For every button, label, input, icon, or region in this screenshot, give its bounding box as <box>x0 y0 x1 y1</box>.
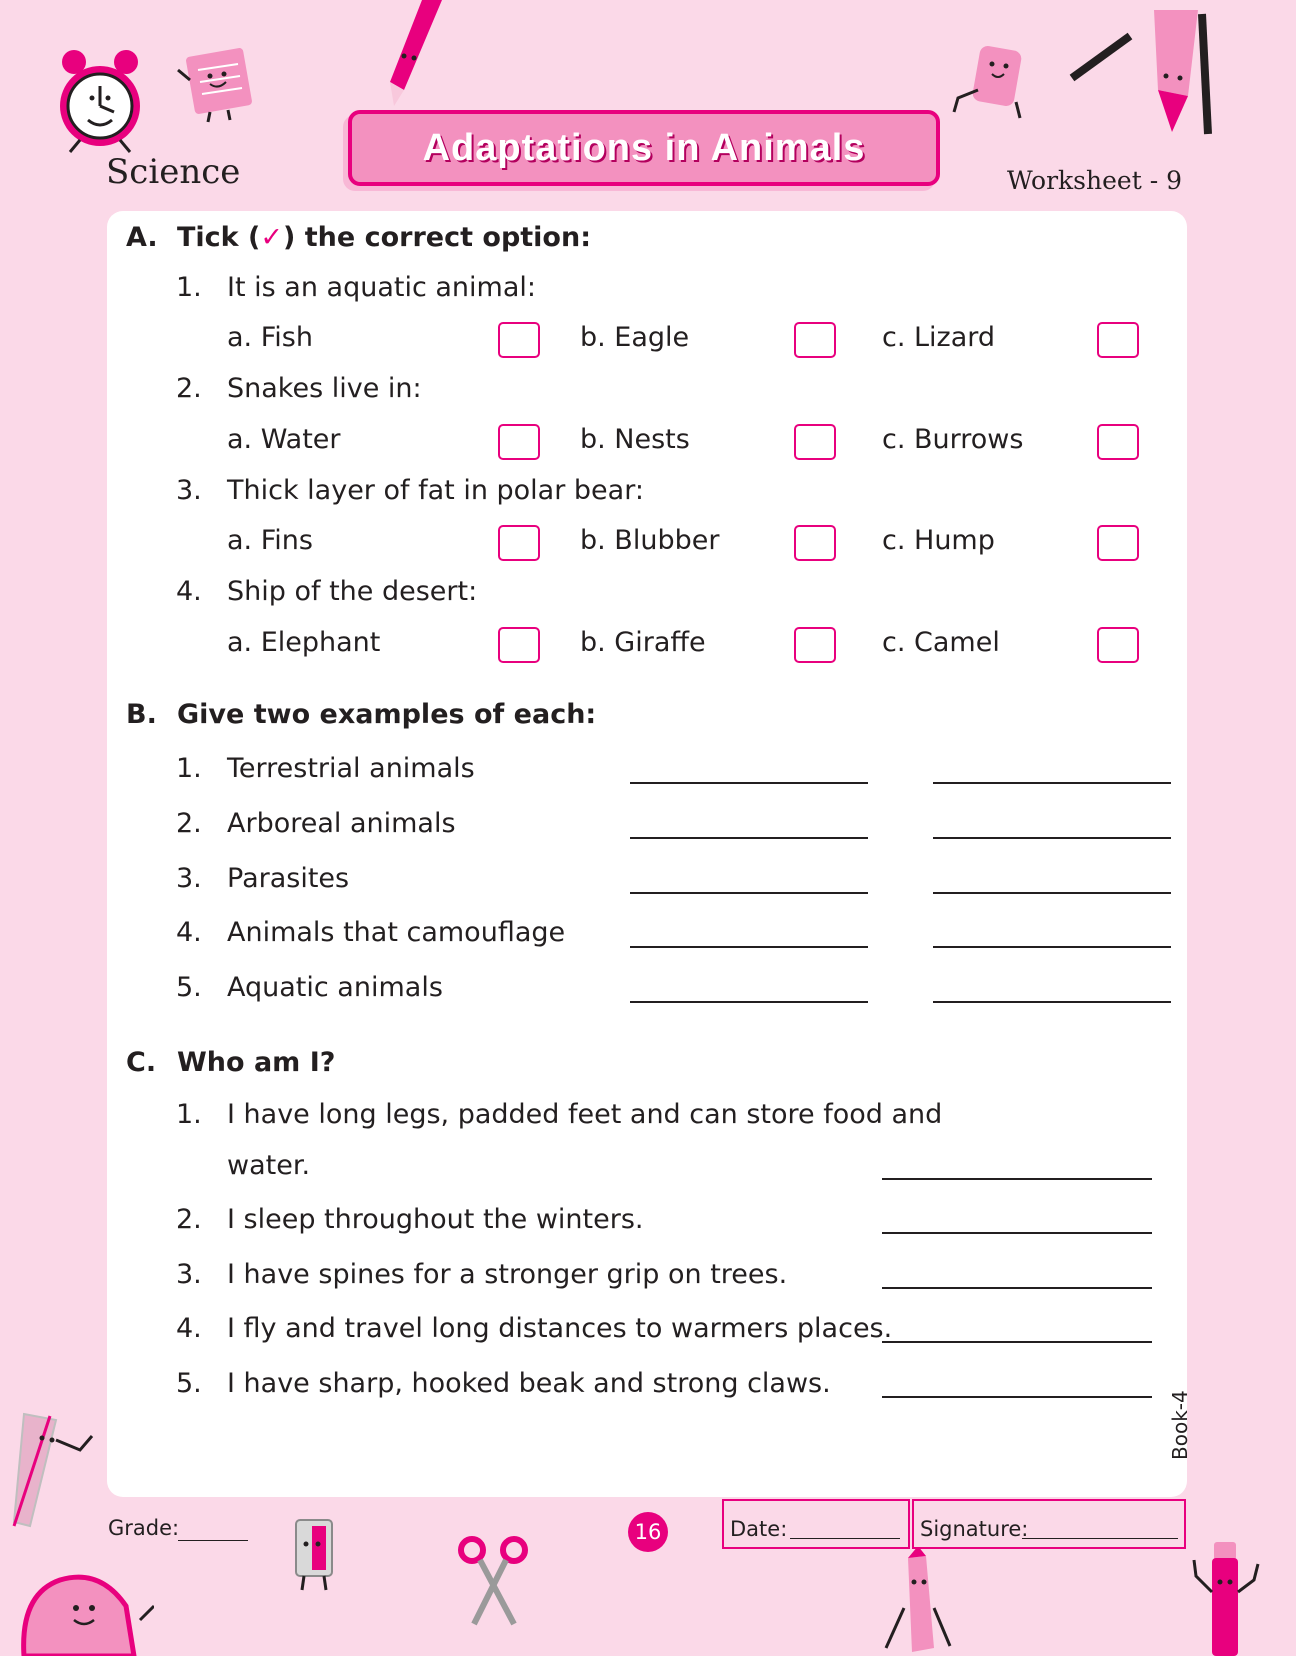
option-label: b. Nests <box>580 424 690 455</box>
answer-line[interactable] <box>882 1287 1152 1289</box>
glue-stick-illustration <box>1192 1536 1262 1656</box>
answer-checkbox[interactable] <box>1097 424 1139 460</box>
option-label: a. Fins <box>227 525 313 556</box>
answer-checkbox[interactable] <box>498 525 540 561</box>
question-number: 2. <box>176 373 202 404</box>
item-text: I fly and travel long distances to warmers places. <box>227 1313 893 1344</box>
sharpener-illustration <box>284 1516 344 1592</box>
item-text: I sleep throughout the winters. <box>227 1204 644 1235</box>
answer-line[interactable] <box>630 782 868 784</box>
eraser-illustration <box>946 42 1036 122</box>
question-number: 1. <box>176 272 202 303</box>
item-number: 5. <box>176 972 202 1003</box>
answer-checkbox[interactable] <box>498 322 540 358</box>
item-number: 4. <box>176 1313 202 1344</box>
answer-line[interactable] <box>630 892 868 894</box>
answer-line[interactable] <box>933 782 1171 784</box>
worksheet-number: Worksheet - 9 <box>1007 166 1182 195</box>
page-number: 16 <box>628 1512 668 1552</box>
option-label: a. Fish <box>227 322 313 353</box>
option-label: a. Elephant <box>227 627 381 658</box>
question-text: It is an aquatic animal: <box>227 272 536 303</box>
answer-checkbox[interactable] <box>498 424 540 460</box>
date-field[interactable] <box>790 1538 900 1539</box>
ruler-illustration <box>10 1410 94 1530</box>
option-label: b. Eagle <box>580 322 690 353</box>
answer-checkbox[interactable] <box>794 525 836 561</box>
item-text: I have long legs, padded feet and can store food and <box>227 1099 943 1130</box>
option-label: b. Giraffe <box>580 627 706 658</box>
section-c-letter: C. <box>126 1047 157 1078</box>
section-b-letter: B. <box>126 699 157 730</box>
item-number: 5. <box>176 1368 202 1399</box>
answer-checkbox[interactable] <box>1097 525 1139 561</box>
section-a-heading <box>177 222 591 253</box>
answer-line[interactable] <box>933 1001 1171 1003</box>
signature-box[interactable] <box>912 1499 1186 1549</box>
section-c-title: Who am I? <box>177 1047 336 1078</box>
date-label: Date: <box>730 1517 788 1541</box>
question-text: Thick layer of fat in polar bear: <box>227 475 644 506</box>
signature-field[interactable] <box>1022 1538 1178 1539</box>
signature-label: Signature: <box>920 1517 1029 1541</box>
question-text: Ship of the desert: <box>227 576 478 607</box>
item-number: 2. <box>176 808 202 839</box>
item-number: 2. <box>176 1204 202 1235</box>
grade-label: Grade: <box>108 1516 180 1540</box>
item-number: 1. <box>176 1099 202 1130</box>
answer-checkbox[interactable] <box>794 322 836 358</box>
page-title: Adaptations in Animals <box>422 126 866 169</box>
pen-illustration <box>884 1548 954 1656</box>
answer-line[interactable] <box>630 946 868 948</box>
answer-line[interactable] <box>882 1178 1152 1180</box>
section-a-title-start: Tick ( <box>177 222 261 253</box>
pencil-case-illustration <box>14 1524 154 1656</box>
answer-checkbox[interactable] <box>794 424 836 460</box>
section-a-title-end: ) the correct option: <box>283 222 591 253</box>
item-text: I have sharp, hooked beak and strong claws. <box>227 1368 831 1399</box>
alarm-clock-illustration <box>52 44 148 156</box>
question-number: 4. <box>176 576 202 607</box>
section-a-letter: A. <box>126 222 158 253</box>
answer-line[interactable] <box>933 946 1171 948</box>
answer-checkbox[interactable] <box>794 627 836 663</box>
tick-icon: ✓ <box>260 222 283 253</box>
item-text: I have spines for a stronger grip on trees. <box>227 1259 788 1290</box>
answer-checkbox[interactable] <box>1097 627 1139 663</box>
answer-line[interactable] <box>933 837 1171 839</box>
item-number: 3. <box>176 863 202 894</box>
compass-pencil-illustration <box>1068 6 1228 138</box>
title-banner <box>348 110 940 186</box>
item-number: 3. <box>176 1259 202 1290</box>
answer-line[interactable] <box>882 1232 1152 1234</box>
item-text: Terrestrial animals <box>227 753 475 784</box>
option-label: a. Water <box>227 424 341 455</box>
option-label: c. Burrows <box>882 424 1024 455</box>
item-text: Aquatic animals <box>227 972 443 1003</box>
section-b-title: Give two examples of each: <box>177 699 597 730</box>
question-text: Snakes live in: <box>227 373 422 404</box>
answer-checkbox[interactable] <box>498 627 540 663</box>
item-text-continued: water. <box>227 1150 311 1181</box>
option-label: c. Camel <box>882 627 1000 658</box>
item-text: Animals that camouflage <box>227 917 566 948</box>
notepad-illustration <box>176 44 266 124</box>
answer-checkbox[interactable] <box>1097 322 1139 358</box>
answer-line[interactable] <box>933 892 1171 894</box>
item-text: Parasites <box>227 863 350 894</box>
book-label: Book-4 <box>1168 1390 1192 1460</box>
date-box[interactable] <box>722 1499 910 1549</box>
answer-line[interactable] <box>882 1341 1152 1343</box>
item-number: 4. <box>176 917 202 948</box>
option-label: c. Hump <box>882 525 995 556</box>
question-number: 3. <box>176 475 202 506</box>
subject-label: Science <box>106 152 241 192</box>
item-text: Arboreal animals <box>227 808 456 839</box>
option-label: c. Lizard <box>882 322 996 353</box>
scissors-illustration <box>456 1534 532 1628</box>
grade-field[interactable] <box>178 1540 248 1541</box>
answer-line[interactable] <box>882 1396 1152 1398</box>
answer-line[interactable] <box>630 837 868 839</box>
pencil-illustration <box>384 0 444 110</box>
option-label: b. Blubber <box>580 525 720 556</box>
answer-line[interactable] <box>630 1001 868 1003</box>
item-number: 1. <box>176 753 202 784</box>
